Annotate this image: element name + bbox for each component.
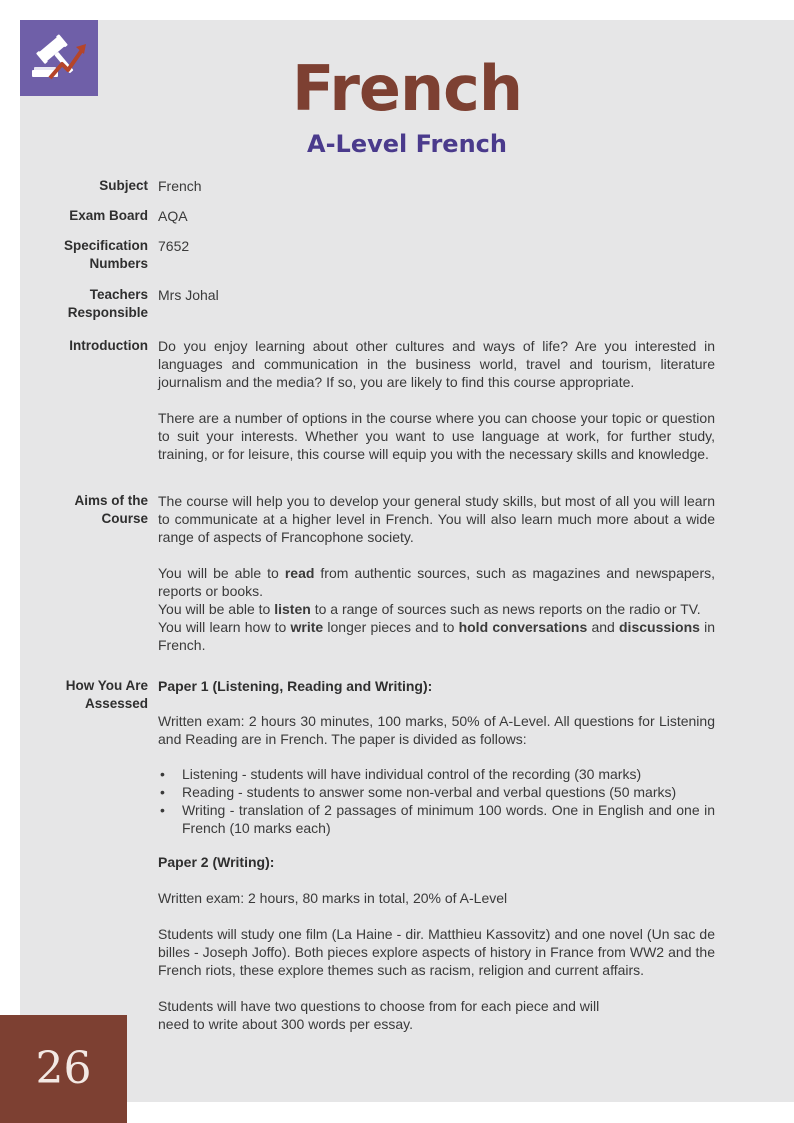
spec-numbers-value: 7652 (158, 238, 190, 254)
gavel-and-arrow-icon (20, 20, 98, 96)
paper1-heading: Paper 1 (Listening, Reading and Writing): (158, 678, 433, 694)
page-title: French (291, 52, 523, 125)
paper2-description: Written exam: 2 hours, 80 marks in total, 20% of A-Level (158, 890, 508, 906)
paper1-description: Written exam: 2 hours 30 minutes, 100 marks, 50% of A-Level. All questions for Listening and Reading are in French. The paper is divided as follows: (158, 713, 715, 747)
aims-listen-sentence (158, 600, 715, 618)
aims-hold-bold: hold conversations (458, 619, 588, 635)
paper2-p3-line2: need to write about 300 words per essay. (158, 1016, 414, 1032)
introduction-label: Introduction (69, 338, 148, 353)
page-number: 26 (35, 1043, 92, 1094)
aims-label-line1: Aims of the (74, 493, 148, 508)
subject-value: French (158, 178, 202, 194)
aims-write-bold: write (290, 619, 324, 635)
teachers-value: Mrs Johal (158, 287, 219, 303)
subject-label: Subject (99, 178, 148, 193)
aims-read-pre: You will be able to (158, 565, 285, 581)
teachers-label (40, 286, 148, 322)
bullet-text: Reading - students to answer some non-verbal and verbal questions (50 marks) (182, 784, 677, 800)
logo (20, 20, 98, 96)
aims-read-bold: read (284, 565, 315, 581)
assessment-label-line1: How You Are (65, 678, 148, 693)
aims-label-line2: Course (101, 511, 148, 526)
aims-paragraph-1: The course will help you to develop your general study skills, but most of all you will learn to communicate at a higher level in French. You will also learn much more about a wide range of aspects of Francophone society. (158, 493, 715, 545)
aims-label (40, 492, 148, 528)
aims-listen-bold: listen (274, 601, 311, 617)
list-item (158, 765, 715, 783)
spec-numbers-label (40, 237, 148, 273)
teachers-label-line1: Teachers (89, 287, 148, 302)
aims-body (158, 492, 715, 654)
paper2-p3-line1: Students will have two questions to choose from for each piece and will (158, 998, 600, 1014)
aims-listen-post: to a range of sources such as news reports on the radio or TV. (310, 601, 701, 617)
assessment-label (40, 677, 148, 713)
aims-write-mid: longer pieces and to (323, 619, 459, 635)
bullet-dot: • (160, 766, 165, 782)
exam-board-label: Exam Board (69, 208, 148, 223)
page-sheet (20, 20, 794, 1102)
list-item (158, 801, 715, 837)
aims-read-sentence (158, 564, 715, 600)
spec-label-line2: Numbers (89, 256, 148, 271)
assessment-label-line2: Assessed (84, 696, 148, 711)
bullet-text: Listening - students will have individual control of the recording (30 marks) (182, 766, 642, 782)
bullet-dot: • (160, 802, 165, 818)
aims-read-post: from authentic sources, such as magazines and newspapers, reports or books. (158, 565, 715, 599)
aims-listen-pre: You will be able to (158, 601, 275, 617)
page-subtitle: A-Level French (307, 130, 507, 158)
page-number-box (0, 1015, 127, 1123)
exam-board-value: AQA (158, 208, 188, 224)
introduction-paragraph-2: There are a number of options in the course where you can choose your topic or question to suit your interests. Whether you want to use language at work, for further study, training, or for leisure, this course will equip you with the necessary skills and knowledge. (158, 410, 715, 462)
list-item (158, 783, 715, 801)
paper1-bullet-list (158, 765, 715, 837)
aims-disc-bold: discussions (619, 619, 700, 635)
teachers-label-line2: Responsible (67, 305, 148, 320)
paper2-paragraph-2: Students will study one film (La Haine - dir. Matthieu Kassovitz) and one novel (Un sac de billes - Joseph Joffo). Both pieces explore aspects of history in France from WW2 and the French riots, these explore themes such as racism, religion and current affairs. (158, 926, 715, 978)
introduction-body (158, 337, 715, 463)
paper2-heading: Paper 2 (Writing): (158, 854, 275, 870)
introduction-paragraph-1: Do you enjoy learning about other cultures and ways of life? Are you interested in languages and communication in the business world, travel and tourism, literature journalism and the media? If so, you are likely to find this course appropriate. (158, 338, 715, 390)
aims-write-post: in French. (158, 619, 716, 653)
spec-label-line1: Specification (63, 238, 148, 253)
assessment-body (158, 677, 715, 1033)
bullet-dot: • (160, 784, 165, 800)
aims-write-pre: You will learn how to (158, 619, 291, 635)
paper2-paragraph-3 (158, 997, 715, 1033)
bullet-text: Writing - translation of 2 passages of minimum 100 words. One in English and one in French (10 marks each) (182, 802, 715, 836)
aims-write-sentence (158, 618, 715, 654)
aims-and-text: and (587, 619, 619, 635)
